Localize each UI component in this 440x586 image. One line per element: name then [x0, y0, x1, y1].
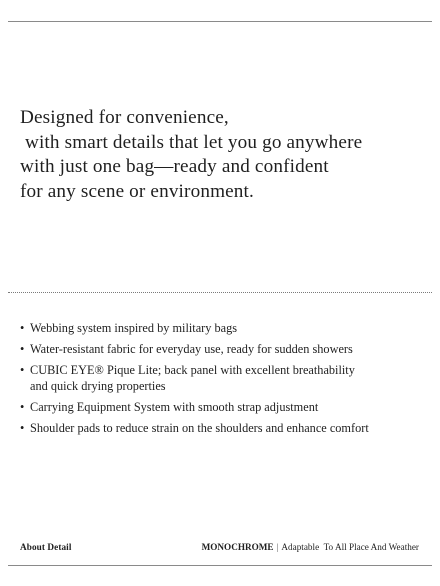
feature-text: CUBIC EYE® Pique Lite; back panel with excellent breathability and quick drying properties [30, 363, 355, 393]
bottom-divider [8, 565, 432, 566]
footer-separator: | [276, 542, 279, 552]
brand-tagline: Adaptable To All Place And Weather [281, 542, 419, 552]
footer-section-label: About Detail [20, 542, 72, 552]
footer-brand-line [202, 542, 419, 552]
bullet-icon: • [20, 342, 25, 357]
brand-name: MONOCHROME [201, 542, 274, 552]
feature-list [20, 321, 435, 443]
feature-text: Webbing system inspired by military bags [30, 321, 238, 335]
top-divider [8, 21, 432, 22]
feature-item [20, 400, 435, 416]
headline: Designed for convenience, with smart details that let you go anywhere with just one bag—ready and confident for any scene or environment. [20, 107, 363, 202]
feature-text: Shoulder pads to reduce strain on the shoulders and enhance comfort [30, 421, 369, 436]
feature-item [20, 321, 435, 337]
dotted-divider [8, 292, 432, 293]
bullet-icon: • [20, 421, 25, 436]
feature-text: Water-resistant fabric for everyday use, ready for sudden showers [30, 342, 353, 357]
feature-item [20, 363, 435, 394]
feature-item [20, 421, 435, 437]
feature-item [20, 342, 435, 358]
feature-text: Carrying Equipment System with smooth strap adjustment [30, 400, 319, 415]
bullet-icon: • [20, 363, 25, 378]
bullet-icon: • [20, 400, 25, 415]
bullet-icon: • [20, 321, 25, 335]
